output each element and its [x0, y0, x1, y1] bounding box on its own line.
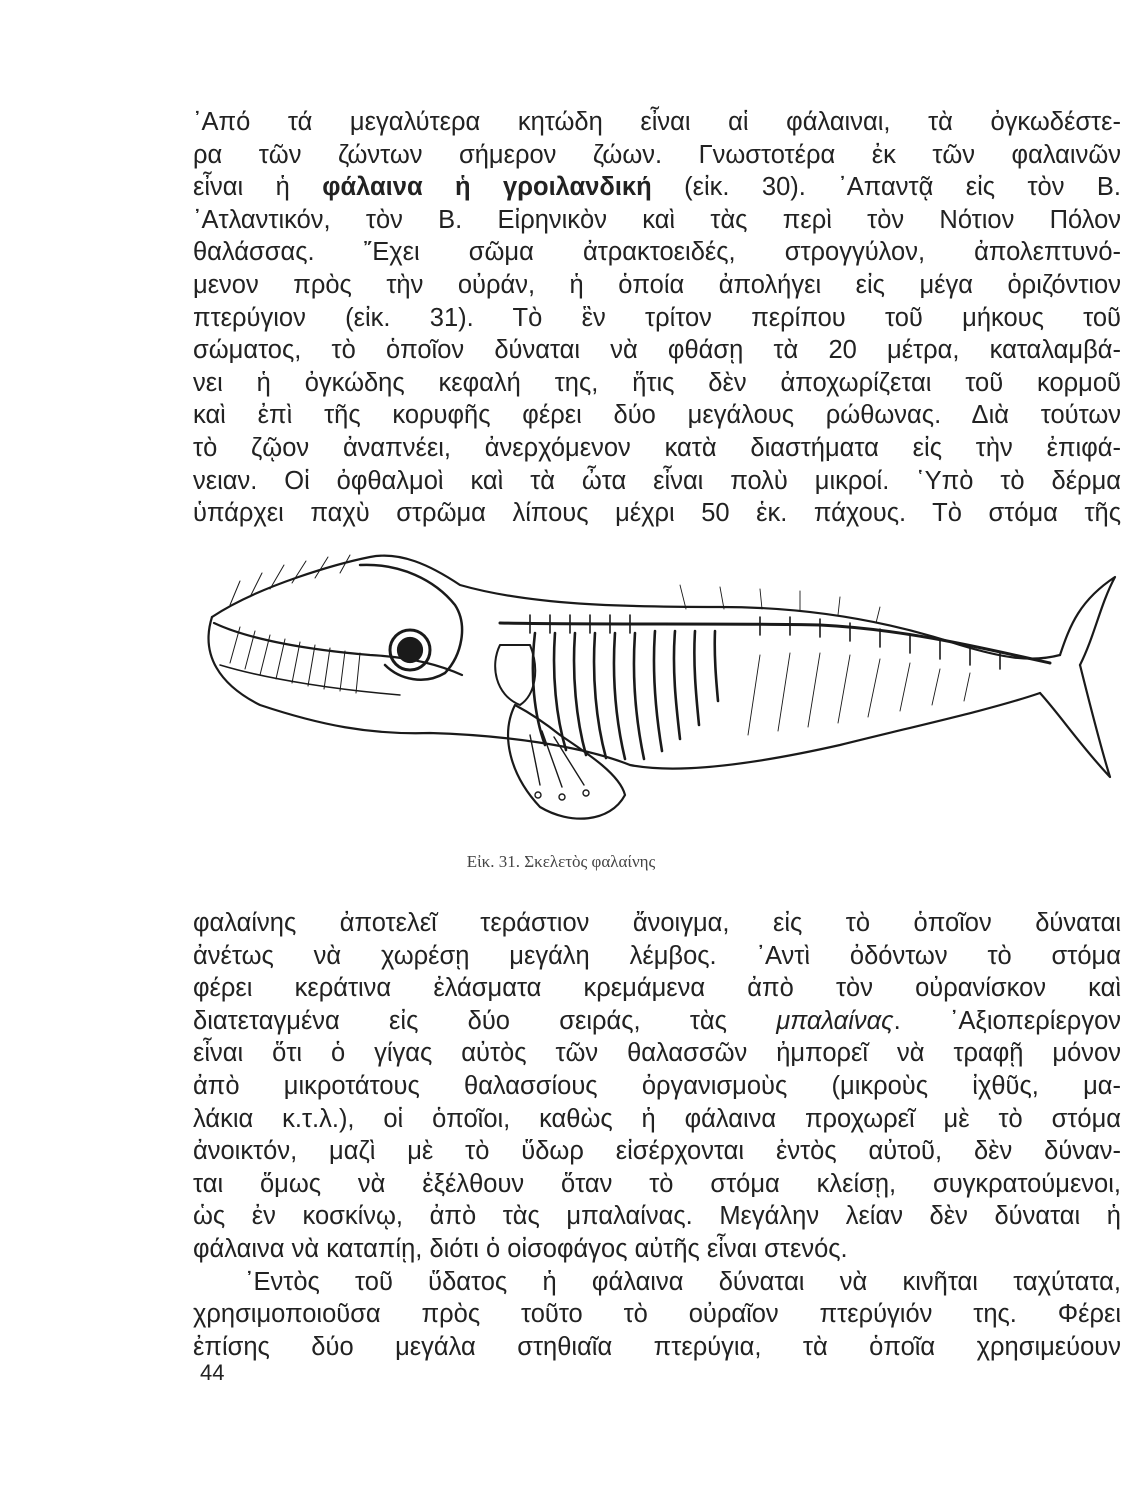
whale-ribs [533, 633, 545, 745]
text-line: φέρει κεράτινα ἐλάσματα κρεμάμενα ἀπὸ τὸν οὐρανίσκον καὶ [193, 974, 1121, 1003]
text-line: ἀπὸ μικροτάτους θαλασσίους ὀργανισμοὺς (μικροὺς ἰχθῦς, μα- [193, 1071, 1121, 1100]
whale-scapula [495, 645, 535, 705]
text-line: φαλαίνης ἀποτελεῖ τεράστιον ἄνοιγμα, εἰς τὸ ὁποῖον δύναται [193, 909, 1121, 937]
text-line: διατεταγμένα εἰς δύο σειράς, τὰς μπαλαίνας. ᾿Αξιοπερίεργον [193, 1006, 1121, 1035]
text-line: ἀνέτως νὰ χωρέσῃ μεγάλη λέμβος. ᾿Αντὶ ὀδόντων τὸ στόμα [193, 941, 1121, 970]
text-line: χρησιμοποιοῦσα πρὸς τοῦτο τὸ οὐραῖον πτερύγιόν της. Φέρει [193, 1300, 1121, 1329]
text-line: εἶναι ὅτι ὁ γίγας αὐτὸς τῶν θαλασσῶν ἠμπορεῖ νὰ τραφῇ μόνον [193, 1039, 1121, 1068]
text-line: εἶναι ἡ φάλαινα ἡ γροιλανδική (εἰκ. 30). ᾿Απαντᾷ εἰς τὸν Β. [193, 173, 1121, 202]
text-line: θαλάσσας. ῎Εχει σῶμα ἀτρακτοειδές, στρογγύλον, ἀπολεπτυνό- [193, 238, 1121, 267]
text-line: ὑπάρχει παχὺ στρῶμα λίπους μέχρι 50 ἑκ. πάχους. Τὸ στόμα τῆς [193, 499, 1121, 528]
whale-flipper [508, 705, 625, 819]
whale-tail-upper [1060, 577, 1115, 665]
text-line: ἐπίσης δύο μεγάλα στηθιαῖα πτερύγια, τὰ ὁποῖα χρησιμεύουν [193, 1332, 1121, 1361]
text-line: τὸ ζῷον ἀναπνέει, ἀνερχόμενον κατὰ διαστήματα εἰς τὴν ἐπιφά- [193, 433, 1121, 462]
whale-skeleton-illustration [200, 545, 1120, 845]
text-line: φάλαινα νὰ καταπίῃ, διότι ὁ οἰσοφάγος αὐτῆς εἶναι στενός. [193, 1234, 848, 1263]
text-line: νει ἡ ὀγκώδης κεφαλή της, ἥτις δὲν ἀποχωρίζεται τοῦ κορμοῦ [193, 368, 1121, 397]
bold-term: φάλαινα ἡ γροιλανδική [322, 173, 652, 202]
whale-body-outline [212, 556, 1060, 659]
text-line: ᾿Ατλαντικόν, τὸν Β. Εἰρηνικὸν καὶ τὰς περὶ τὸν Νότιον Πόλον [193, 205, 1121, 234]
text-line: λάκια κ.τ.λ.), οἱ ὁποῖοι, καθὼς ἡ φάλαινα προχωρεῖ μὲ τὸ στόμα [193, 1104, 1121, 1133]
paragraph-2 [193, 907, 1121, 1363]
whale-belly [209, 617, 1040, 769]
paragraph-1 [193, 106, 1121, 530]
page-number: 44 [200, 1360, 225, 1385]
text-line: ται ὅμως νὰ ἐξέλθουν ὅταν τὸ στόμα κλείσῃ, συγκρατούμενοι, [193, 1169, 1121, 1198]
text-line: σώματος, τὸ ὁποῖον δύναται νὰ φθάσῃ τὰ 20 μέτρα, καταλαμβά- [193, 336, 1121, 365]
text-line: νειαν. Οἱ ὀφθαλμοὶ καὶ τὰ ὦτα εἶναι πολὺ μικροί. ῾Υπὸ τὸ δέρμα [193, 466, 1121, 495]
text-line: μενον πρὸς τὴν οὐράν, ἡ ὁποία ἀπολήγει εἰς μέγα ὁριζόντιον [193, 270, 1121, 299]
whale-spine [500, 623, 1050, 663]
whale-mouth [214, 623, 462, 675]
whale-tail-lower [1040, 665, 1110, 777]
text-line: ὡς ἐν κοσκίνῳ, ἀπὸ τὰς μπαλαίνας. Μεγάλην λείαν δὲν δύναται ἡ [193, 1202, 1121, 1231]
italic-term: μπαλαίνας [776, 1006, 894, 1035]
text-line: καὶ ἐπὶ τῆς κορυφῆς φέρει δύο μεγάλους ρώθωνας. Διὰ τούτων [193, 401, 1121, 430]
figure-caption: Εἰκ. 31. Σκελετὸς φαλαίνης [466, 852, 656, 871]
text-line: ἀνοικτόν, μαζὶ μὲ τὸ ὕδωρ εἰσέρχονται ἐντὸς αὐτοῦ, δὲν δύναν- [193, 1137, 1121, 1166]
text-line: πτερύγιον (εἰκ. 31). Τὸ ἓν τρίτον περίπου τοῦ μήκους τοῦ [193, 303, 1121, 332]
text-line: ᾿Εντὸς τοῦ ὕδατος ἡ φάλαινα δύναται νὰ κινῆται ταχύτατα, [245, 1267, 1121, 1296]
text-line: ᾿Από τά μεγαλύτερα κητώδη εἶναι αἱ φάλαιναι, τὰ ὀγκωδέστε- [193, 108, 1121, 136]
text-line: ρα τῶν ζώντων σήμερον ζώων. Γνωστοτέρα ἐκ τῶν φαλαινῶν [193, 140, 1121, 169]
